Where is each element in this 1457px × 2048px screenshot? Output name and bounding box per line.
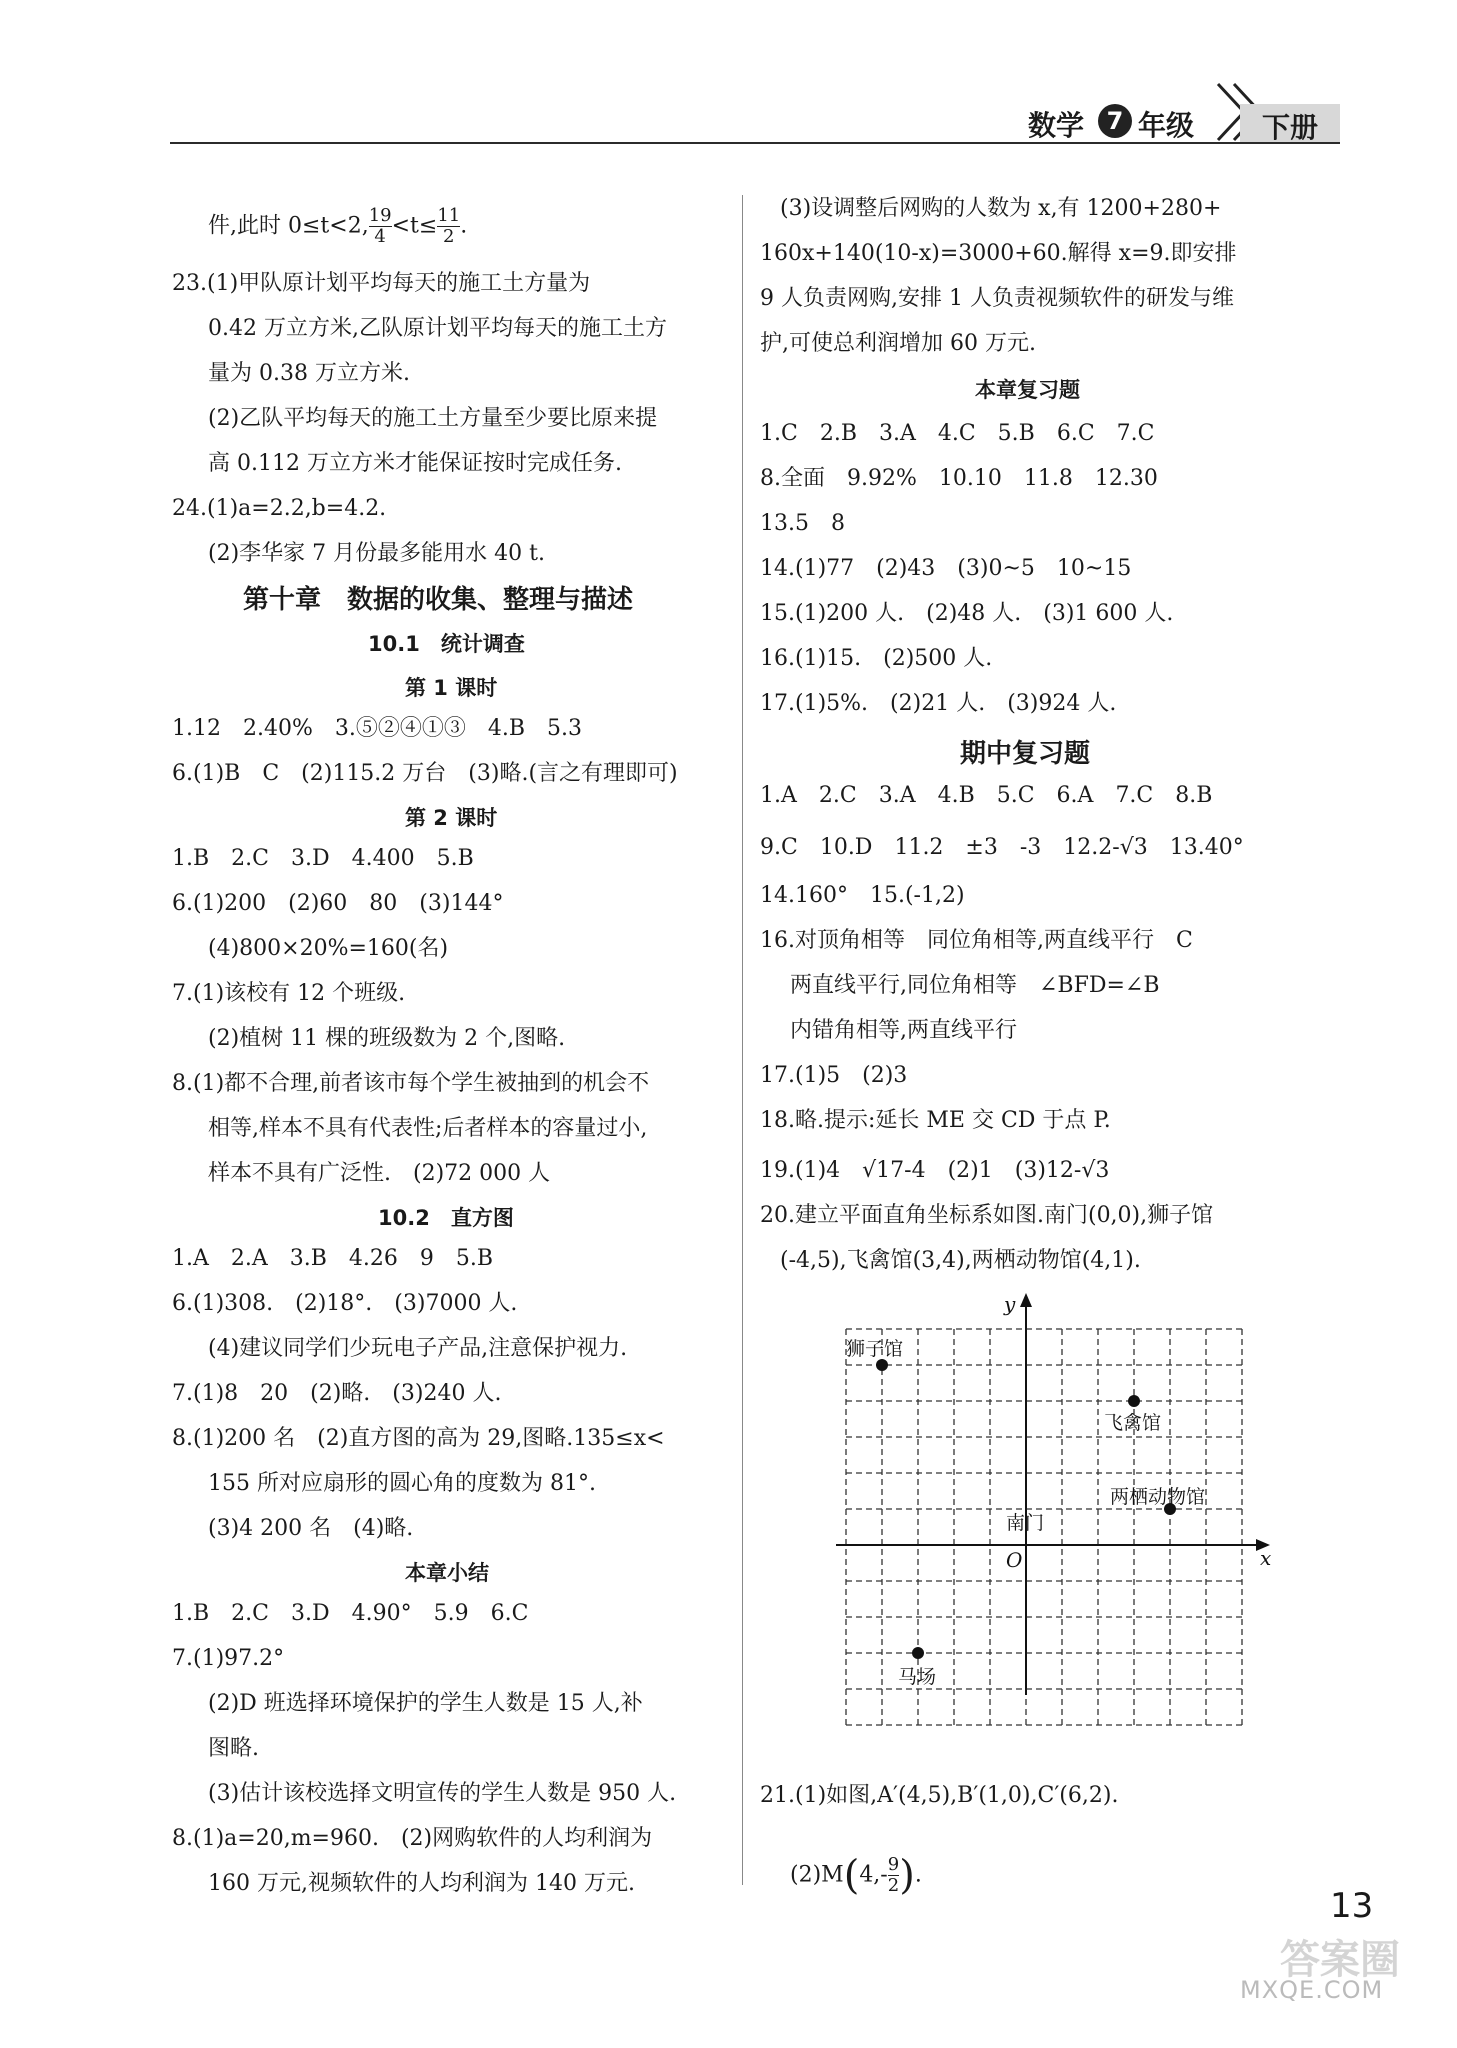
answer-line: 件,此时 0≤t<2, $\frac{19}{4}$ <t≤ $\frac{11}{2}$ . <box>208 205 468 247</box>
point-marker <box>876 1359 888 1371</box>
header-subject: 数学 <box>1028 109 1085 142</box>
answer-line: 24.(1)a=2.2,b=4.2. <box>172 496 387 521</box>
answer-line: 8.(1)200 名 (2)直方图的高为 29,图略.135≤x< <box>172 1426 665 1451</box>
y-axis-label: y <box>1004 1292 1016 1316</box>
answer-line: 高 0.112 万立方米才能保证按时完成任务. <box>208 451 622 476</box>
answer-line: 8.全面 9.92% 10.10 11.8 12.30 <box>760 466 1158 491</box>
answer-line: (4)建议同学们少玩电子产品,注意保护视力. <box>208 1336 628 1361</box>
answer-line: 6.(1)308. (2)18°. (3)7000 人. <box>172 1291 518 1316</box>
page-number: 13 <box>1330 1886 1374 1926</box>
answer-line: 1.C 2.B 3.A 4.C 5.B 6.C 7.C <box>760 421 1155 446</box>
header-grade: 年级 <box>1138 109 1195 142</box>
point-marker <box>912 1647 924 1659</box>
answer-line: 1.B 2.C 3.D 4.400 5.B <box>172 846 474 871</box>
point-label: 狮子馆 <box>846 1338 904 1360</box>
answer-line: 160x+140(10-x)=3000+60.解得 x=9.即安排 <box>760 241 1237 266</box>
answer-line: 14.160° 15.(-1,2) <box>760 883 965 908</box>
answer-line: 14.(1)77 (2)43 (3)0~5 10~15 <box>760 556 1132 581</box>
answer-line: 7.(1)8 20 (2)略. (3)240 人. <box>172 1381 502 1406</box>
answer-line: 17.(1)5 (2)3 <box>760 1063 908 1088</box>
header-volume: 下册 <box>1262 111 1319 144</box>
answer-line: 17.(1)5%. (2)21 人. (3)924 人. <box>760 691 1117 716</box>
answer-line: 7.(1)97.2° <box>172 1646 285 1671</box>
answer-line: 8.(1)a=20,m=960. (2)网购软件的人均利润为 <box>172 1826 653 1851</box>
section-heading: 10.2 直方图 <box>378 1206 514 1230</box>
watermark-logo: 答案圈 <box>1280 1937 1400 1983</box>
answer-line: (2)植树 11 棵的班级数为 2 个,图略. <box>208 1026 566 1051</box>
section-heading: 本章小结 <box>405 1561 489 1585</box>
section-heading: 10.1 统计调查 <box>368 632 525 656</box>
answer-line: 160 万元,视频软件的人均利润为 140 万元. <box>208 1871 635 1896</box>
answer-line: 6.(1)B C (2)115.2 万台 (3)略.(言之有理即可) <box>172 761 678 786</box>
answer-line: (-4,5),飞禽馆(3,4),两栖动物馆(4,1). <box>780 1248 1141 1273</box>
answer-line: 20.建立平面直角坐标系如图.南门(0,0),狮子馆 <box>760 1203 1214 1228</box>
answer-line: 护,可使总利润增加 60 万元. <box>760 331 1036 356</box>
answer-line: 21.(1)如图,A′(4,5),B′(1,0),C′(6,2). <box>760 1783 1119 1808</box>
point-marker <box>1128 1395 1140 1407</box>
origin-label: O <box>1006 1548 1023 1572</box>
answer-line: 23.(1)甲队原计划平均每天的施工土方量为 <box>172 271 591 296</box>
section-heading: 期中复习题 <box>960 739 1091 769</box>
watermark: MXQE.COM <box>1240 1976 1384 2004</box>
answer-line: 相等,样本不具有代表性;后者样本的容量过小, <box>208 1116 648 1141</box>
answer-line: 13.5 8 <box>760 511 845 536</box>
answer-line: 9.C 10.D 11.2 ±3 -3 12.2-√3 13.40° <box>760 835 1244 860</box>
y-axis-arrow-icon <box>1020 1293 1032 1307</box>
answer-line: (2)乙队平均每天的施工土方量至少要比原来提 <box>208 406 658 431</box>
column-divider <box>742 195 743 1885</box>
answer-line: (2)D 班选择环境保护的学生人数是 15 人,补 <box>208 1691 643 1716</box>
answer-line: 1.A 2.A 3.B 4.26 9 5.B <box>172 1246 494 1271</box>
header-grade-number: 7 <box>1098 104 1132 138</box>
x-axis-label: x <box>1260 1546 1272 1570</box>
answer-line: 15.(1)200 人. (2)48 人. (3)1 600 人. <box>760 601 1174 626</box>
answer-line: 图略. <box>208 1736 259 1761</box>
chapter-heading: 第十章 数据的收集、整理与描述 <box>243 585 634 615</box>
point-label: 马场 <box>898 1666 937 1688</box>
answer-line: (3)估计该校选择文明宣传的学生人数是 950 人. <box>208 1781 677 1806</box>
answer-line: 7.(1)该校有 12 个班级. <box>172 981 406 1006</box>
answer-line: 19.(1)4 √17-4 (2)1 (3)12-√3 <box>760 1158 1110 1183</box>
answer-line: 9 人负责网购,安排 1 人负责视频软件的研发与维 <box>760 286 1234 311</box>
section-heading: 本章复习题 <box>975 378 1080 402</box>
answer-line: (2)李华家 7 月份最多能用水 40 t. <box>208 541 545 566</box>
answer-line: 内错角相等,两直线平行 <box>790 1018 1017 1043</box>
answer-line: 16.(1)15. (2)500 人. <box>760 646 993 671</box>
answer-line: 1.A 2.C 3.A 4.B 5.C 6.A 7.C 8.B <box>760 783 1213 808</box>
point-label: 两栖动物馆 <box>1110 1486 1206 1508</box>
point-label: 飞禽馆 <box>1104 1412 1162 1434</box>
answer-line: 1.B 2.C 3.D 4.90° 5.9 6.C <box>172 1601 529 1626</box>
answer-line: 样本不具有广泛性. (2)72 000 人 <box>208 1161 551 1186</box>
answer-line: 155 所对应扇形的圆心角的度数为 81°. <box>208 1471 596 1496</box>
lesson-heading: 第 2 课时 <box>405 806 498 830</box>
answer-line: 0.42 万立方米,乙队原计划平均每天的施工土方 <box>208 316 667 341</box>
answer-line: 16.对顶角相等 同位角相等,两直线平行 C <box>760 928 1193 953</box>
lesson-heading: 第 1 课时 <box>405 676 498 700</box>
answer-line: 两直线平行,同位角相等 ∠BFD=∠B <box>790 973 1160 998</box>
answer-line: (4)800×20%=160(名) <box>208 936 449 961</box>
answer-line: (3)4 200 名 (4)略. <box>208 1516 414 1541</box>
answer-line: 1.12 2.40% 3.⑤②④①③ 4.B 5.3 <box>172 716 583 741</box>
coordinate-grid-figure <box>800 1285 1290 1765</box>
answer-line: (2)M(4,- $\frac{9}{2}$ ). <box>790 1852 922 1899</box>
point-label: 南门 <box>1006 1512 1045 1534</box>
answer-line: (3)设调整后网购的人数为 x,有 1200+280+ <box>780 196 1222 221</box>
answer-line: 量为 0.38 万立方米. <box>208 361 410 386</box>
answer-line: 18.略.提示:延长 ME 交 CD 于点 P. <box>760 1108 1111 1133</box>
answer-line: 6.(1)200 (2)60 80 (3)144° <box>172 891 504 916</box>
answer-line: 8.(1)都不合理,前者该市每个学生被抽到的机会不 <box>172 1071 650 1096</box>
